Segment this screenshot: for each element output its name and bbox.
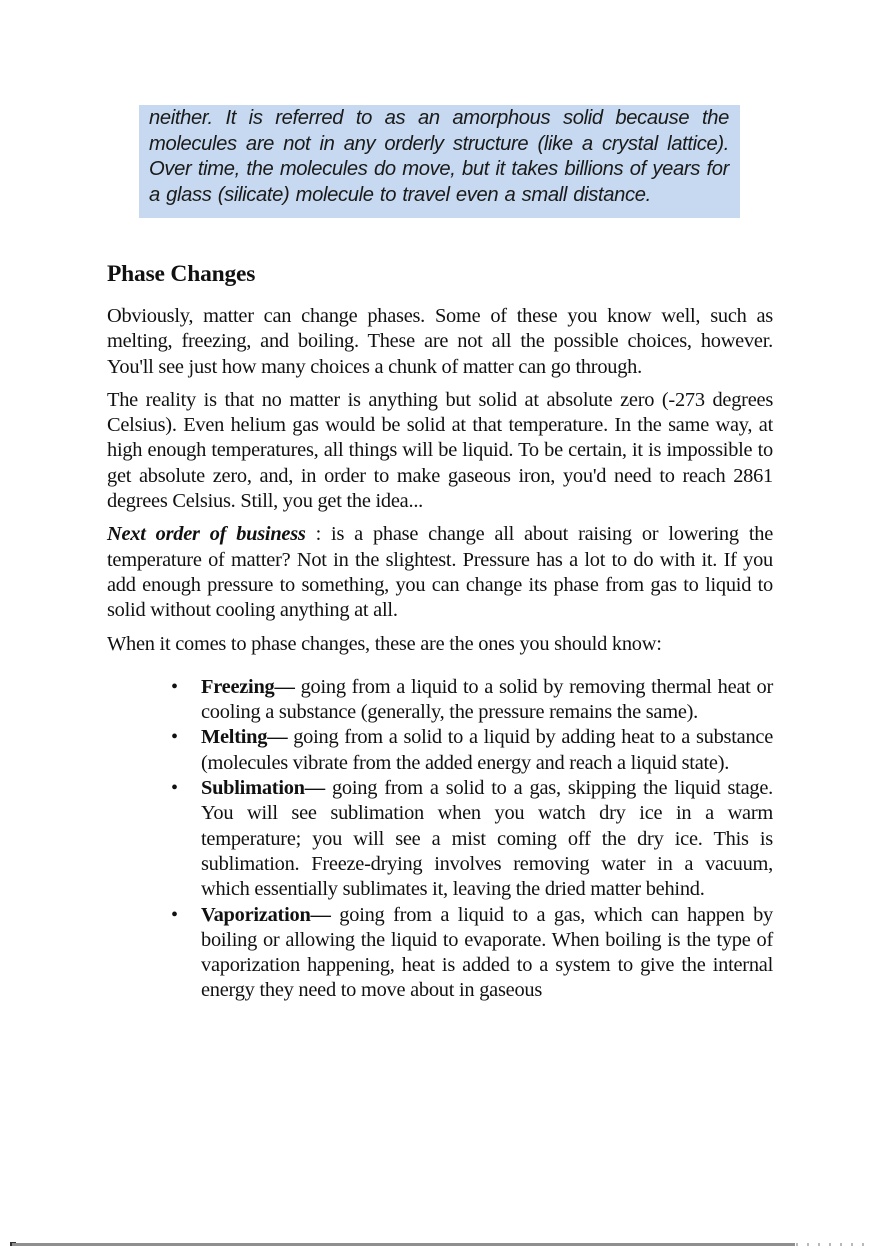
list-item-term: Freezing— <box>201 675 295 698</box>
callout-box <box>139 105 740 218</box>
list-item-term: Vaporization— <box>201 903 331 926</box>
paragraph-intro: Obviously, matter can change phases. Some of these you know well, such as melting, freezing, and boiling. These are not all the possible choices, however. You'll see just how many choices a chunk of matter can go through. <box>107 305 773 378</box>
list-item-text: going from a solid to a liquid by adding heat to a substance (molecules vibrate from the added energy and reach a liquid state). <box>201 726 773 774</box>
callout-text: neither. It is referred to as an amorphous solid because the molecules are not in any orderly structure (like a crystal lattice). Over time, the molecules do move, but it takes billions of years for a glass (silicate) molecule to travel even a small distance. <box>149 107 729 206</box>
bullet-icon: • <box>171 777 178 800</box>
phase-change-list <box>107 675 773 1004</box>
list-item-vaporization <box>107 903 773 1004</box>
section-title: Phase Changes <box>107 261 256 287</box>
bullet-icon: • <box>171 675 178 698</box>
list-item-text: going from a liquid to a solid by removing thermal heat or cooling a substance (generally, the pressure remains the same). <box>201 675 773 724</box>
list-item-freezing <box>107 675 773 726</box>
paragraph-next-order-text: : is a phase change all about raising or lowering the temperature of matter? Not in the slightest. Pressure has a lot to do with it. If you add enough pressure to something, you can change its phase from gas to liquid to solid without cooling anything at all. <box>107 523 773 622</box>
section-content <box>107 258 773 1004</box>
scrollbar-track-dots <box>796 1243 868 1246</box>
list-item-text: going from a solid to a gas, skipping the liquid stage. You will see sublimation when you watch dry ice in a warm temperature; you will see a mist coming off the dry ice. This is sublimation. Freeze-drying involves removing water in a vacuum, which essentially sublimates it, leaving the dried matter behind. <box>201 777 773 901</box>
paragraph-absolute-zero: The reality is that no matter is anything but solid at absolute zero (-273 degrees Celsius). Even helium gas would be solid at that temperature. In the same way, at high enough temperatures, all things will be liquid. To be certain, it is impossible to get absolute zero, and, in order to make gaseous iron, you'd need to reach 2861 degrees Celsius. Still, you get the idea... <box>107 388 773 513</box>
list-item-melting <box>107 725 773 776</box>
list-item-text: going from a liquid to a gas, which can happen by boiling or allowing the liquid to evaporate. When boiling is the type of vaporization happening, heat is added to a system to give the internal energy they need to move about in gaseous <box>201 903 773 1002</box>
horizontal-scrollbar[interactable] <box>12 1243 795 1246</box>
list-item-term: Melting— <box>201 726 288 749</box>
paragraph-next-order <box>107 522 773 623</box>
list-item-term: Sublimation— <box>201 777 325 800</box>
paragraph-lead-emphasis: Next order of business <box>107 523 306 546</box>
paragraph-list-intro: When it comes to phase changes, these are the ones you should know: <box>107 632 662 655</box>
bullet-icon: • <box>171 726 178 749</box>
bullet-icon: • <box>171 903 178 926</box>
list-item-sublimation <box>107 776 773 902</box>
